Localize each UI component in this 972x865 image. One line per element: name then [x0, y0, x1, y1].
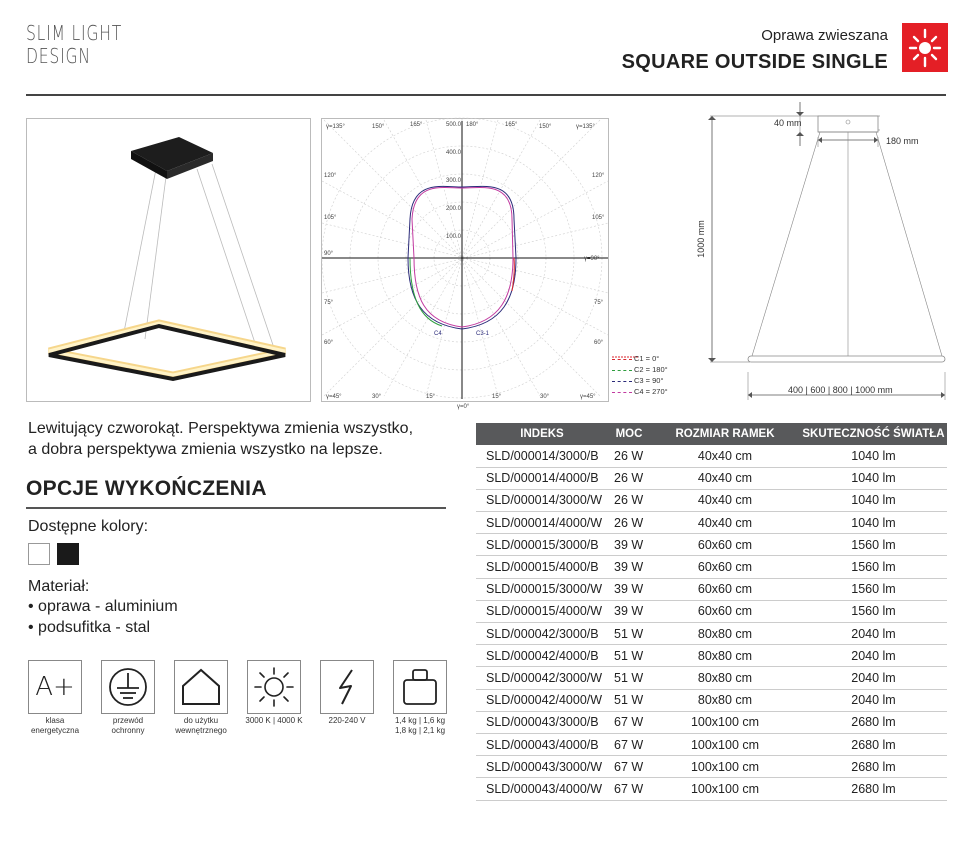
brand-logo [26, 22, 122, 68]
polar-radial-label: 200.0 [446, 206, 462, 212]
table-cell: 67 W [608, 756, 650, 778]
ground-icon [101, 660, 155, 714]
table-cell: 1560 lm [800, 578, 947, 600]
table-row [476, 600, 947, 622]
table-cell: 1560 lm [800, 600, 947, 622]
table-cell: 2680 lm [800, 733, 947, 755]
product-photo [26, 118, 311, 402]
table-cell: 60x60 cm [650, 556, 800, 578]
legend-item-c1: C1 = 0° [612, 353, 690, 364]
table-cell: 80x80 cm [650, 645, 800, 667]
polar-radial-label: 300.0 [446, 178, 462, 184]
table-cell: 39 W [608, 556, 650, 578]
table-cell: 100x100 cm [650, 756, 800, 778]
polar-angle-label: 150° [372, 124, 385, 130]
product-description [28, 418, 458, 460]
table-cell: 2040 lm [800, 623, 947, 645]
table-cell: SLD/000042/3000/W [476, 667, 608, 689]
table-cell: 40x40 cm [650, 445, 800, 467]
table-cell: SLD/000042/4000/B [476, 645, 608, 667]
feature-energy-class [28, 660, 82, 736]
polar-angle-label: 180° [466, 122, 479, 128]
polar-angle-label: 165° [410, 122, 423, 128]
polar-angle-label: γ=90° [584, 256, 600, 262]
table-cell: SLD/000043/4000/W [476, 778, 608, 800]
pendant-lamp-badge-icon [902, 23, 948, 72]
feature-indoor [174, 660, 228, 736]
feature-caption: klasa energetyczna [30, 716, 80, 735]
polar-angle-label: γ=135° [326, 124, 345, 130]
table-cell: 60x60 cm [650, 534, 800, 556]
dim-frame-sizes: 400 | 600 | 800 | 1000 mm [788, 385, 893, 395]
table-cell: 51 W [608, 623, 650, 645]
table-cell: 100x100 cm [650, 778, 800, 800]
feature-caption: 3000 K | 4000 K [245, 716, 303, 725]
table-cell: 1560 lm [800, 556, 947, 578]
legend-item-c4: C4 = 270° [612, 386, 690, 397]
table-cell: 40x40 cm [650, 512, 800, 534]
sun-icon [247, 660, 301, 714]
table-cell: SLD/000015/4000/B [476, 556, 608, 578]
table-cell: 67 W [608, 733, 650, 755]
polar-legend [612, 353, 690, 397]
table-cell: 2680 lm [800, 711, 947, 733]
table-cell: 2040 lm [800, 645, 947, 667]
polar-angle-label: 30° [372, 394, 382, 400]
polar-curve-label: C3-1 [476, 331, 490, 337]
polar-angle-label: 120° [592, 173, 605, 179]
section-divider [26, 507, 446, 509]
polar-angle-label: 60° [324, 340, 334, 346]
table-cell: SLD/000015/3000/B [476, 534, 608, 556]
table-cell: 39 W [608, 578, 650, 600]
table-row [476, 645, 947, 667]
table-cell: SLD/000043/4000/B [476, 733, 608, 755]
feature-caption: 1,4 kg | 1,6 kg 1,8 kg | 2,1 kg [394, 716, 446, 735]
table-cell: 80x80 cm [650, 689, 800, 711]
table-cell: SLD/000015/4000/W [476, 600, 608, 622]
table-cell: 51 W [608, 689, 650, 711]
polar-angle-label: γ=0° [457, 404, 470, 410]
polar-angle-label: 150° [539, 124, 552, 130]
header-divider [26, 94, 946, 96]
feature-caption: 220-240 V [328, 716, 366, 725]
energy-class-icon: A+ [28, 660, 82, 714]
feature-ground [101, 660, 155, 736]
table-cell: 51 W [608, 667, 650, 689]
table-cell: 80x80 cm [650, 667, 800, 689]
table-cell: 67 W [608, 711, 650, 733]
table-cell: 51 W [608, 645, 650, 667]
column-header: MOC [608, 423, 650, 445]
available-colors-label: Dostępne kolory: [28, 518, 149, 535]
table-cell: 2040 lm [800, 689, 947, 711]
table-cell: SLD/000015/3000/W [476, 578, 608, 600]
lightning-icon [320, 660, 374, 714]
table-cell: 26 W [608, 445, 650, 467]
weight-icon [393, 660, 447, 714]
table-cell: SLD/000042/4000/W [476, 689, 608, 711]
table-row [476, 445, 947, 467]
material-item: • oprawa - aluminium [28, 598, 178, 615]
table-cell: SLD/000014/3000/B [476, 445, 608, 467]
color-swatch-black [57, 543, 79, 565]
polar-curve-label: C4 [434, 331, 442, 337]
table-cell: 60x60 cm [650, 578, 800, 600]
polar-angle-label: 60° [594, 340, 604, 346]
material-item: • podsufitka - stal [28, 619, 151, 636]
polar-angle-label: γ=45° [580, 394, 596, 400]
polar-angle-label: 75° [324, 300, 334, 306]
polar-radial-label: 400.0 [446, 150, 462, 156]
specification-table [476, 423, 947, 801]
dim-cable-length: 1000 mm [695, 220, 706, 258]
table-cell: 1040 lm [800, 445, 947, 467]
product-category: Oprawa zwieszana [761, 27, 888, 44]
column-header: SKUTECZNOŚĆ ŚWIATŁA [800, 423, 947, 445]
polar-angle-label: 15° [426, 394, 436, 400]
table-row [476, 578, 947, 600]
table-cell: 1560 lm [800, 534, 947, 556]
table-cell: 40x40 cm [650, 489, 800, 511]
polar-angle-label: 105° [592, 215, 605, 221]
table-cell: 2680 lm [800, 778, 947, 800]
table-row [476, 711, 947, 733]
legend-item-c3: C3 = 90° [612, 375, 690, 386]
description-line: Lewitujący czworokąt. Perspektywa zmienia wszystko, [28, 420, 414, 437]
table-row [476, 689, 947, 711]
color-swatch-white [28, 543, 50, 565]
table-row [476, 467, 947, 489]
polar-angle-label: 15° [492, 394, 502, 400]
table-row [476, 489, 947, 511]
table-cell: 100x100 cm [650, 711, 800, 733]
polar-angle-label: 120° [324, 173, 337, 179]
table-cell: 26 W [608, 467, 650, 489]
table-cell: 26 W [608, 489, 650, 511]
table-row [476, 534, 947, 556]
column-header: INDEKS [476, 423, 608, 445]
table-cell: 67 W [608, 778, 650, 800]
polar-angle-label: 165° [505, 122, 518, 128]
table-row [476, 512, 947, 534]
logo-line1: SLIM LIGHT [26, 21, 123, 45]
description-line: a dobra perspektywa zmienia wszystko na lepsze. [28, 441, 383, 458]
table-row [476, 778, 947, 800]
table-cell: SLD/000014/4000/B [476, 467, 608, 489]
table-cell: 1040 lm [800, 489, 947, 511]
table-cell: SLD/000043/3000/B [476, 711, 608, 733]
table-cell: 39 W [608, 534, 650, 556]
feature-caption: do użytku wewnętrznego [175, 716, 227, 735]
indoor-house-icon [174, 660, 228, 714]
polar-angle-label: γ=45° [326, 394, 342, 400]
feature-weight [393, 660, 447, 736]
feature-voltage [320, 660, 374, 726]
polar-angle-label: 75° [594, 300, 604, 306]
table-cell: 60x60 cm [650, 600, 800, 622]
finish-options-title: OPCJE WYKOŃCZENIA [26, 477, 267, 500]
polar-angle-label: γ=135° [576, 124, 595, 130]
table-cell: 1040 lm [800, 512, 947, 534]
table-cell: 2680 lm [800, 756, 947, 778]
table-row [476, 733, 947, 755]
table-cell: 40x40 cm [650, 467, 800, 489]
table-cell: 1040 lm [800, 467, 947, 489]
table-cell: SLD/000043/3000/W [476, 756, 608, 778]
material-label: Materiał: [28, 578, 90, 595]
dim-canopy-width: 180 mm [886, 136, 919, 146]
table-header-row [476, 423, 947, 445]
polar-radial-label: 100.0 [446, 234, 462, 240]
polar-angle-label: 105° [324, 215, 337, 221]
table-cell: 100x100 cm [650, 733, 800, 755]
feature-caption: przewód ochronny [111, 716, 145, 735]
table-cell: 2040 lm [800, 667, 947, 689]
table-row [476, 756, 947, 778]
column-header: ROZMIAR RAMEK [650, 423, 800, 445]
legend-item-c2: C2 = 180° [612, 364, 690, 375]
product-title: SQUARE OUTSIDE SINGLE [621, 51, 888, 73]
polar-radial-label: 500.0 [446, 122, 462, 128]
table-cell: 80x80 cm [650, 623, 800, 645]
dim-canopy-height: 40 mm [774, 118, 802, 128]
table-cell: 39 W [608, 600, 650, 622]
table-cell: SLD/000014/4000/W [476, 512, 608, 534]
table-row [476, 623, 947, 645]
table-cell: SLD/000014/3000/W [476, 489, 608, 511]
table-cell: 26 W [608, 512, 650, 534]
table-row [476, 556, 947, 578]
logo-line2: DESIGN [26, 44, 91, 68]
dimension-drawing [690, 102, 960, 407]
light-distribution-diagram [321, 118, 668, 410]
feature-color-temp [247, 660, 301, 726]
table-row [476, 667, 947, 689]
polar-angle-label: 30° [540, 394, 550, 400]
polar-angle-label: 90° [324, 251, 334, 257]
table-cell: SLD/000042/3000/B [476, 623, 608, 645]
